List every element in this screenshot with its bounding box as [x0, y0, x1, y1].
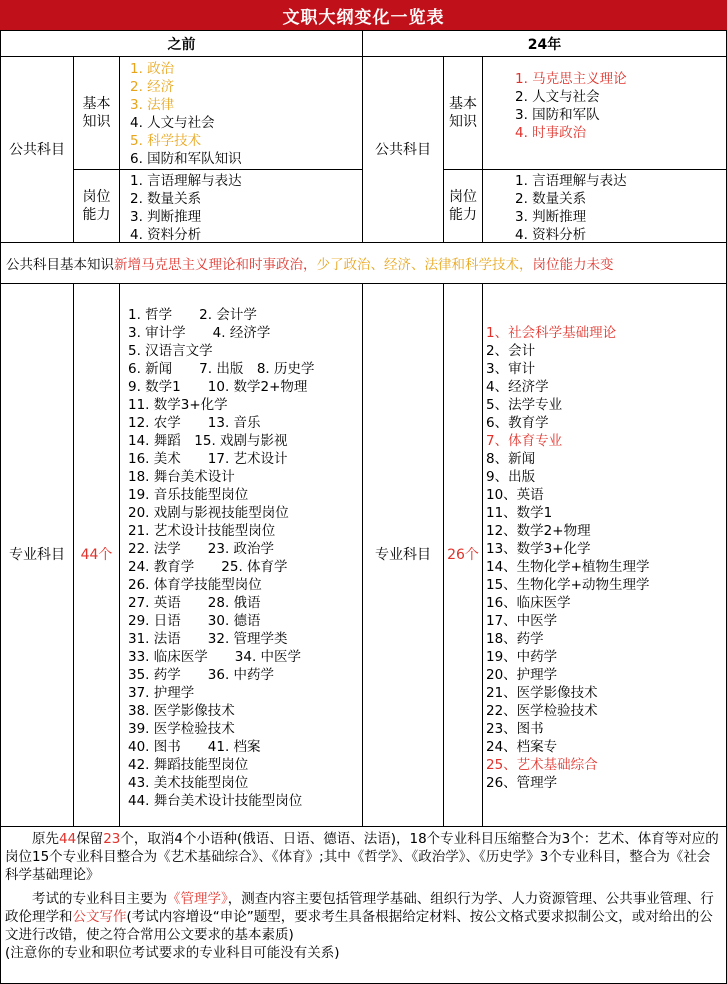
list-item: 3. 判断推理	[515, 209, 587, 225]
list-item: 4. 资料分析	[515, 227, 587, 243]
list-item: 11. 数学3+化学	[128, 397, 228, 413]
list-item: 7、体育专业	[486, 433, 563, 449]
list-item: 22. 法学 23. 政治学	[128, 541, 275, 557]
list-item: 18. 舞台美术设计	[128, 469, 235, 485]
text-run: 少了政治、经济、法律和科学技术，	[316, 257, 533, 273]
list-item: 27. 英语 28. 俄语	[128, 595, 261, 611]
basic-knowledge-label-before: 基本 知识	[73, 56, 120, 170]
ability-label-after: 岗位 能力	[443, 169, 483, 243]
list-item: 2. 数量关系	[130, 191, 202, 207]
list-item: 17、中医学	[486, 613, 558, 629]
list-item: 1. 言语理解与表达	[130, 173, 242, 189]
header-after: 24年	[362, 30, 727, 57]
list-item: 3、审计	[486, 361, 536, 377]
ability-label-before: 岗位 能力	[73, 169, 120, 243]
text-run: 个，取消4个小语种(俄语、日语、德语、法语)，18个专业科目压缩整合为3个：艺术、体育等对应的岗位15个专业科目整合为《艺术基础综合》、《体育》;其中《哲学》、《政治学》、《历史学》3个专业科目，整合为《社会科学基础理论》	[5, 831, 719, 883]
list-item: 19. 音乐技能型岗位	[128, 487, 249, 503]
text-run: 岗位能力未变	[532, 257, 614, 273]
text-run: (考试内容增设“申论”题型，要求考生具备根据给定材料、按公文格式要求拟制公文，或对给出的公文进行改错，使之符合常用公文要求的基本素质)	[5, 909, 713, 943]
list-item: 3. 国防和军队	[515, 107, 600, 123]
list-item: 4. 资料分析	[130, 227, 202, 243]
note-paragraph-3: (注意你的专业和职位考试要求的专业科目可能没有关系)	[5, 945, 340, 961]
list-item: 4. 人文与社会	[130, 115, 215, 131]
text-run: ，测查内容主要包括管理学基础、组织行为学、人力资源管理、公共事业管理、行政伦理学和	[5, 891, 714, 925]
text-run: 考试的专业科目主要为	[5, 891, 167, 907]
list-item: 11、数学1	[486, 505, 553, 521]
list-item: 3. 审计学 4. 经济学	[128, 325, 271, 341]
text-run: 新增马克思主义理论和时事政治，	[114, 257, 317, 273]
list-item: 16、临床医学	[486, 595, 571, 611]
list-item: 40. 图书 41. 档案	[128, 739, 261, 755]
list-item: 14. 舞蹈 15. 戏剧与影视	[128, 433, 288, 449]
public-summary	[0, 242, 727, 284]
list-item: 14、生物化学+植物生理学	[486, 559, 650, 575]
list-item: 20. 戏剧与影视技能型岗位	[128, 505, 289, 521]
list-item: 15、生物化学+动物生理学	[486, 577, 650, 593]
list-item: 6. 新闻 7. 出版 8. 历史学	[128, 361, 315, 377]
text-run: 44	[59, 831, 77, 847]
text-run: 《管理学》	[167, 891, 228, 907]
list-item: 26. 体育学技能型岗位	[128, 577, 262, 593]
after-ability-list	[482, 169, 727, 243]
text-run: 公共科目基本知识	[6, 257, 114, 273]
list-item: 12、数学2+物理	[486, 523, 591, 539]
after-major-list	[482, 283, 727, 827]
list-item: 3. 法律	[130, 97, 175, 113]
before-basic-list	[119, 56, 363, 170]
list-item: 1. 政治	[130, 61, 175, 77]
list-item: 6、教育学	[486, 415, 549, 431]
list-item: 24、档案专	[486, 739, 558, 755]
list-item: 37. 护理学	[128, 685, 195, 701]
list-item: 1、社会科学基础理论	[486, 325, 617, 341]
before-major-list	[119, 283, 363, 827]
list-item: 44. 舞台美术设计技能型岗位	[128, 793, 303, 809]
list-item: 31. 法语 32. 管理学类	[128, 631, 288, 647]
list-item: 1. 言语理解与表达	[515, 173, 627, 189]
list-item: 20、护理学	[486, 667, 558, 683]
list-item: 22、医学检验技术	[486, 703, 598, 719]
note-paragraph-1	[5, 830, 722, 884]
list-item: 5. 汉语言文学	[128, 343, 213, 359]
list-item: 2. 数量关系	[515, 191, 587, 207]
list-item: 5、法学专业	[486, 397, 563, 413]
list-item: 39. 医学检验技术	[128, 721, 235, 737]
list-item: 8、新闻	[486, 451, 536, 467]
page-title: 文职大纲变化一览表	[0, 0, 727, 30]
list-item: 4. 时事政治	[515, 125, 587, 141]
list-item: 2. 经济	[130, 79, 175, 95]
text-run: 公文写作	[72, 909, 127, 925]
list-item: 6. 国防和军队知识	[130, 151, 242, 167]
list-item: 42. 舞蹈技能型岗位	[128, 757, 249, 773]
public-label-before: 公共科目	[0, 56, 74, 243]
list-item: 12. 农学 13. 音乐	[128, 415, 261, 431]
header-before: 之前	[0, 30, 363, 57]
text-run: 原先	[5, 831, 59, 847]
list-item: 16. 美术 17. 艺术设计	[128, 451, 288, 467]
list-item: 2、会计	[486, 343, 536, 359]
after-basic-list	[482, 56, 727, 170]
list-item: 35. 药学 36. 中药学	[128, 667, 275, 683]
list-item: 1. 哲学 2. 会计学	[128, 307, 257, 323]
list-item: 3. 判断推理	[130, 209, 202, 225]
list-item: 18、药学	[486, 631, 544, 647]
list-item: 9. 数学1 10. 数学2+物理	[128, 379, 308, 395]
list-item: 43. 美术技能型岗位	[128, 775, 249, 791]
note-paragraph-2	[5, 890, 722, 944]
list-item: 38. 医学影像技术	[128, 703, 235, 719]
text-run: 保留	[76, 831, 104, 847]
basic-knowledge-label-after: 基本 知识	[443, 56, 483, 170]
list-item: 13、数学3+化学	[486, 541, 591, 557]
list-item: 24. 教育学 25. 体育学	[128, 559, 288, 575]
major-count-before: 44个	[73, 283, 120, 827]
list-item: 29. 日语 30. 德语	[128, 613, 261, 629]
major-count-after: 26个	[443, 283, 483, 827]
list-item: 19、中药学	[486, 649, 558, 665]
before-ability-list	[119, 169, 363, 243]
list-item: 23、图书	[486, 721, 544, 737]
major-label-before: 专业科目	[0, 283, 74, 827]
list-item: 5. 科学技术	[130, 133, 202, 149]
major-label-after: 专业科目	[362, 283, 444, 827]
list-item: 10、英语	[486, 487, 544, 503]
list-item: 26、管理学	[486, 775, 558, 791]
list-item: 9、出版	[486, 469, 536, 485]
public-label-after: 公共科目	[362, 56, 444, 243]
list-item: 21. 艺术设计技能型岗位	[128, 523, 276, 539]
list-item: 2. 人文与社会	[515, 89, 600, 105]
list-item: 21、医学影像技术	[486, 685, 598, 701]
list-item: 4、经济学	[486, 379, 549, 395]
list-item: 1. 马克思主义理论	[515, 71, 627, 87]
list-item: 33. 临床医学 34. 中医学	[128, 649, 302, 665]
list-item: 25、艺术基础综合	[486, 757, 598, 773]
notes-panel	[0, 826, 727, 984]
text-run: 23	[103, 831, 121, 847]
